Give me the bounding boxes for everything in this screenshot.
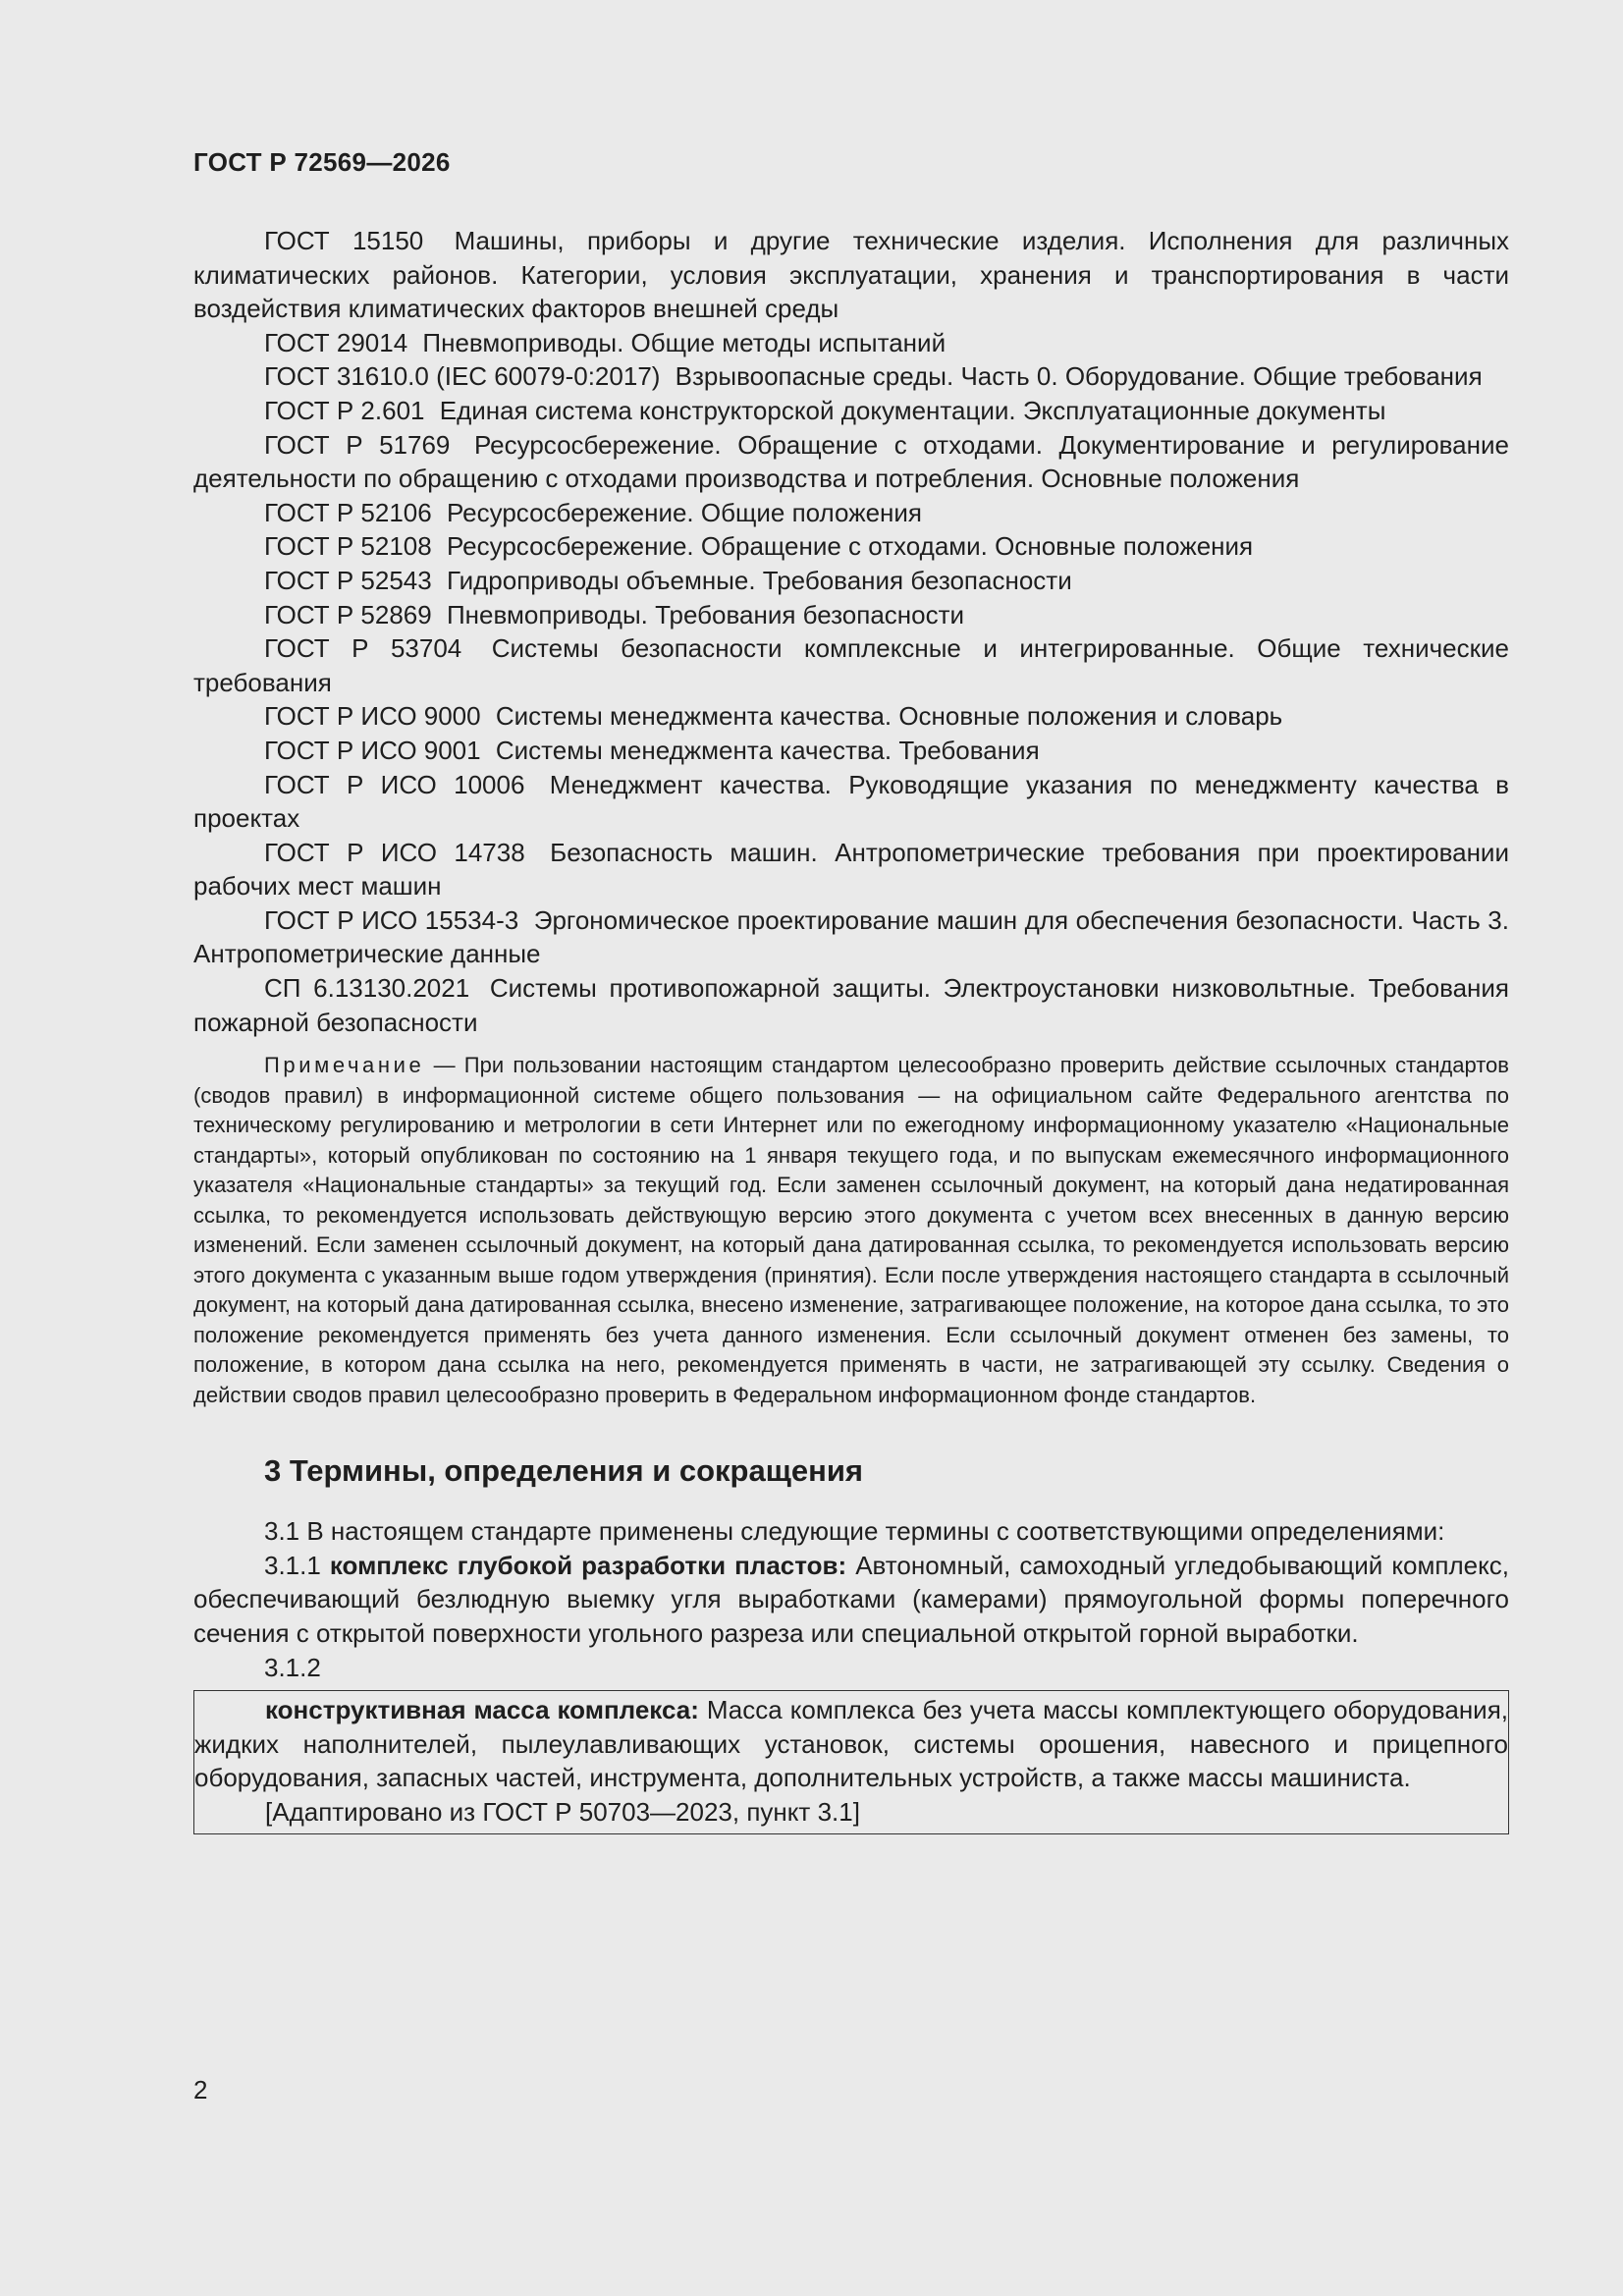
reference-title: Системы менеджмента качества. Основные положения и словарь [495,701,1283,732]
term-box [193,1690,1509,1833]
reference-code: ГОСТ Р 2.601 [264,395,425,425]
reference-item [193,768,1509,836]
reference-item [193,326,1509,360]
term-number-standalone: 3.1.2 [264,1652,321,1682]
reference-title: Системы противопожарной защиты. Электроустановки низковольтные. Требования пожарной безопасности [193,973,1510,1037]
reference-title: Ресурсосбережение. Обращение с отходами. Документирование и регулирование деятельности по обращению с отходами производства и потребления. Основные положения [193,429,1509,494]
reference-item [193,428,1509,496]
reference-item [193,564,1509,598]
reference-item [193,359,1509,394]
reference-code: ГОСТ Р 52869 [264,599,432,629]
reference-code: ГОСТ 15150 [264,226,424,255]
term-source: [Адаптировано из ГОСТ Р 50703—2023, пункт 3.1] [265,1797,860,1827]
reference-item [193,836,1509,903]
reference-code: ГОСТ Р ИСО 14738 [264,837,525,867]
document-header: ГОСТ Р 72569—2026 [193,147,451,177]
reference-item [193,598,1509,632]
term-entry [193,1549,1509,1651]
term-name: конструктивная масса комплекса: [265,1695,699,1725]
reference-code: ГОСТ Р ИСО 15534-3 [264,904,519,935]
term-definition: Масса комплекса без учета массы комплектующего оборудования, жидких наполнителей, пылеулавливающих установок, системы орошения, навесного и прицепного оборудования, запасных частей, инструмента, дополнительных устройств, а также массы машиниста. [194,1695,1508,1793]
reference-item [193,394,1509,428]
reference-code: ГОСТ Р ИСО 9001 [264,735,481,765]
reference-title: Гидроприводы объемные. Требования безопасности [446,565,1072,595]
reference-code: ГОСТ Р 52543 [264,565,432,595]
reference-code: ГОСТ Р 52106 [264,497,432,527]
document-body [193,224,1509,1834]
reference-title: Менеджмент качества. Руководящие указания по менеджменту качества в проектах [193,769,1509,834]
reference-title: Ресурсосбережение. Общие положения [446,497,923,527]
reference-title: Пневмоприводы. Общие методы испытаний [422,327,947,357]
term-name: комплекс глубокой разработки пластов: [329,1550,847,1580]
reference-title: Эргономическое проектирование машин для обеспечения безопасности. Часть 3. Антропометрические данные [193,904,1509,969]
reference-title: Пневмоприводы. Требования безопасности [446,599,965,629]
term-entry [194,1693,1508,1795]
reference-item [193,631,1509,699]
reference-item [193,971,1509,1039]
section-heading: 3 Термины, определения и сокращения [264,1453,863,1489]
reference-code: СП 6.13130.2021 [264,973,470,1004]
reference-item [193,529,1509,564]
note-label: Примечание [264,1053,425,1078]
reference-code: ГОСТ 31610.0 (IEC 60079-0:2017) [264,361,661,392]
reference-code: ГОСТ Р 53704 [264,633,462,664]
reference-code: ГОСТ 29014 [264,327,408,357]
reference-item [193,224,1509,326]
reference-title: Безопасность машин. Антропометрические требования при проектировании рабочих мест машин [193,837,1509,902]
reference-item [193,496,1509,530]
reference-title: Системы безопасности комплексные и интегрированные. Общие технические требования [193,633,1509,697]
reference-title: Ресурсосбережение. Обращение с отходами. Основные положения [446,531,1254,562]
reference-title: Единая система конструкторской документации. Эксплуатационные документы [439,395,1386,425]
note-paragraph [193,1051,1509,1410]
reference-code: ГОСТ Р ИСО 10006 [264,769,525,799]
reference-item [193,734,1509,768]
reference-item [193,699,1509,734]
reference-title: Машины, приборы и другие технические изделия. Исполнения для различных климатических районов. Категории, условия эксплуатации, хранения и транспортирования в части воздействия климатических факторов внешней среды [193,226,1510,324]
term-definition: Автономный, самоходный угледобывающий комплекс, обеспечивающий безлюдную выемку угля выработками (камерами) прямоугольной формы поперечного сечения с открытой поверхности угольного разреза или специальной открытой горной выработки. [193,1550,1509,1649]
reference-code: ГОСТ Р 52108 [264,531,432,562]
reference-title: Взрывоопасные среды. Часть 0. Оборудование. Общие требования [675,361,1483,392]
reference-code: ГОСТ Р ИСО 9000 [264,701,481,732]
term-number: 3.1.1 [264,1550,321,1580]
reference-title: Системы менеджмента качества. Требования [495,735,1040,765]
reference-list [193,224,1509,1039]
reference-item [193,903,1509,971]
section-intro: 3.1 В настоящем стандарте применены следующие термины с соответствующими определениями: [264,1516,1445,1547]
note-text: — При пользовании настоящим стандартом целесообразно проверить действие ссылочных стандартов (сводов правил) в информационной системе общего пользования — на официальном сайте Федерального агентства по техническому регулированию и метрологии в сети Интернет или по ежегодному информационному указателю «Национальные стандарты», который опубликован по состоянию на 1 января текущего года, и по выпускам ежемесячного информационного указателя «Национальные стандарты» за текущий год. Если заменен ссылочный документ, на который дана недатированная ссылка, то рекомендуется использовать действующую версию этого документа с учетом всех внесенных в данную версию изменений. Если заменен ссылочный документ, на который дана датированная ссылка, то рекомендуется использовать версию этого документа с указанным выше годом утверждения (принятия). Если после утверждения настоящего стандарта в ссылочный документ, на который дана датированная ссылка, внесено изменение, затрагивающее положение, на которое дана ссылка, то это положение рекомендуется применять без учета данного изменения. Если ссылочный документ отменен без замены, то положение, в котором дана ссылка на него, рекомендуется применять в части, не затрагивающей эту ссылку. Сведения о действии сводов правил целесообразно проверить в Федеральном информационном фонде стандартов. [193,1053,1509,1407]
reference-code: ГОСТ Р 51769 [264,429,451,460]
page-number: 2 [193,2075,208,2105]
